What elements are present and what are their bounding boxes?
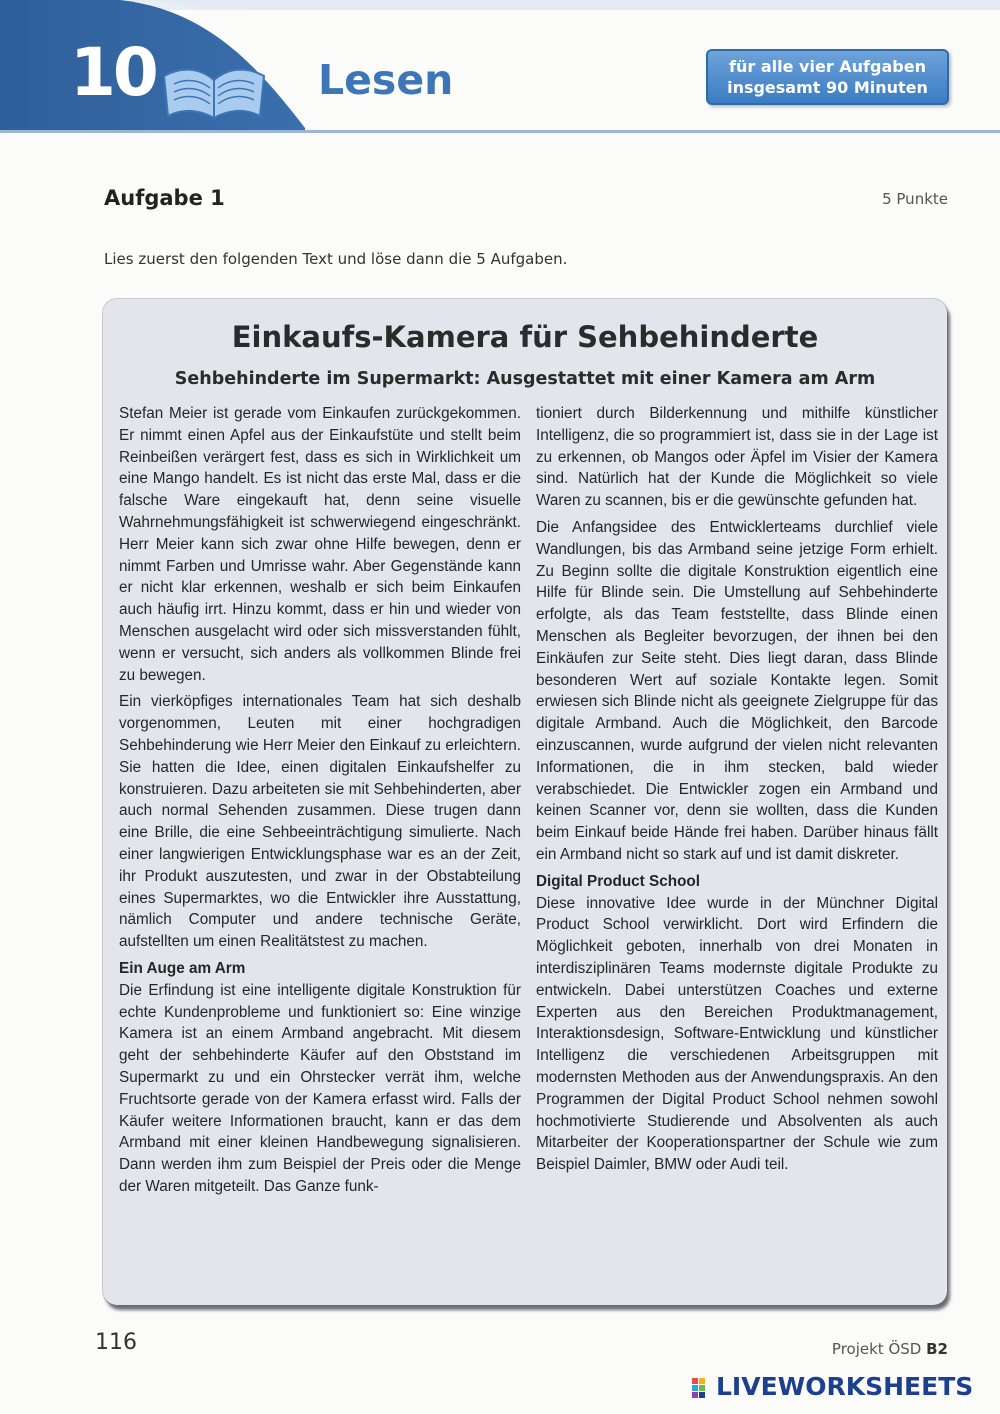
liveworksheets-watermark: LIVEWORKSHEETS bbox=[716, 1372, 974, 1401]
chapter-title: Lesen bbox=[318, 56, 454, 104]
article-paragraph: Ein vierköpfiges internationales Team hat sich deshalb vorgenommen, Leuten mit einer hochgradigen Sehbehinderung wie Herr Meier den Einkauf zu erleichtern. Sie hatten die Idee, einen digitalen Einkaufshelfer zu konstruieren. Dazu arbeiteten sie mit Sehbehinderten, aber auch normal Sehenden zusammen. Diese trugen dann eine Brille, die eine Sehbeeinträchtigung simulierte. Nach einer langwierigen Entwicklungsphase war es an der Zeit, ihr Produkt auszutesten, und zwar in der Obstabteilung eines Supermarktes, wo die Entwickler ihre Ausstattung, nämlich Computer und andere technische Geräte, aufstellten um einen Realitätstest zu machen. bbox=[119, 693, 521, 951]
book-title-text: Projekt ÖSD bbox=[831, 1340, 922, 1358]
article-right-column bbox=[536, 403, 938, 1181]
article-paragraph: Die Erfindung ist eine intelligente digitale Konstruktion für echte Kundenprobleme und funktioniert so: Eine winzige Kamera ist an einem Armband angebracht. Mit diesem geht der sehbehinderte Käufer auf den Obststand im Supermarkt zu und ein Ohrstecker verrät ihm, welche Fruchtsorte gerade von der Kamera erfasst wird. Falls der Käufer weitere Informationen braucht, kann er das dem Armband mit einer kleinen Handbewegung signalisieren. Dann werden ihm zum Beispiel der Preis oder die Menge der Waren mitgeteilt. Das Ganze funk- bbox=[119, 981, 521, 1195]
article-left-column bbox=[119, 403, 521, 1203]
article-paragraph: Stefan Meier ist gerade vom Einkaufen zurückgekommen. Er nimmt einen Apfel aus der Einkaufstüte und stellt beim Reinbeißen verärgert fest, dass es sich in Wirklichkeit um eine Mango handelt. Es ist nicht das erste Mal, dass er die falsche Ware eingekauft hat, denn seine visuelle Wahrnehmungsfähigkeit ist schwerwiegend eingeschränkt. Herr Meier kann sich zwar ohne Hilfe bewegen, denn er nimmt Farben und Umrisse wahr. Aber Gegenstände kann er nicht klar erkennen, weshalb er sich beim Einkaufen auch häufig irrt. Hinzu kommt, dass er hin und wieder von Menschen ausgelacht wird oder sich missverstanden fühlt, wenn er versucht, sich anders als vollkommen Blinde frei zu bewegen. bbox=[119, 405, 521, 684]
task-instruction: Lies zuerst den folgenden Text und löse dann die 5 Aufgaben. bbox=[104, 250, 568, 268]
article-paragraph: Diese innovative Idee wurde in der Münchner Digital Product School verwirklicht. Dort wird Erfindern die Möglichkeit geboten, innerhalb von drei Monaten in interdisziplinären Teams modernste digitale Produkte zu entwickeln. Dabei unterstützen Coaches und externe Experten aus den Bereichen Produktmanagement, Interaktionsdesign, Software-Entwicklung und künstlicher Intelligenz die verschiedenen Arbeitsgruppen mit modernsten Methoden aus der Anwendungspraxis. An den Programmen der Digital Product School nehmen sowohl hochmotivierte Studierende und Absolventen als auch Mitarbeiter der Kooperationspartner der Schule wie zum Beispiel Daimler, BMW oder Audi teil. bbox=[536, 894, 938, 1174]
book-title bbox=[832, 1340, 948, 1358]
time-badge-line-1: für alle vier Aufgaben bbox=[729, 57, 926, 76]
section-heading: Ein Auge am Arm bbox=[119, 959, 246, 977]
article-paragraph: tioniert durch Bilderkennung und mithilfe künstlicher Intelligenz, die so programmiert ist, dass sie in der Lage ist zu erkennen, ob Mangos oder Äpfel im Visier der Kamera sind. Natürlich hat der Kunde die Möglichkeit so viele Waren zu scannen, bis er die gewünschte gefunden hat. bbox=[536, 405, 938, 510]
task-points: 5 Punkte bbox=[882, 190, 948, 208]
article-title: Einkaufs-Kamera für Sehbehinderte bbox=[231, 320, 819, 354]
section-heading: Digital Product School bbox=[536, 872, 701, 890]
page-number: 116 bbox=[95, 1330, 137, 1355]
task-title: Aufgabe 1 bbox=[104, 186, 225, 210]
time-badge bbox=[706, 49, 949, 105]
article-subtitle: Sehbehinderte im Supermarkt: Ausgestattet mit einer Kamera am Arm bbox=[174, 369, 876, 389]
chapter-number: 10 bbox=[70, 34, 156, 111]
liveworksheets-logo-icon bbox=[692, 1372, 714, 1408]
open-book-icon bbox=[160, 58, 268, 124]
time-badge-line-2: insgesamt 90 Minuten bbox=[727, 78, 928, 97]
book-level: B2 bbox=[926, 1340, 948, 1358]
article-paragraph: Die Anfangsidee des Entwicklerteams durchlief viele Wandlungen, bis das Armband seine jetzige Form erhielt. Zu Beginn sollte die digitale Konstruktion eigentlich eine Hilfe für Blinde sein. Die Umstellung auf Sehbehinderte erfolgte, als das Team feststellte, dass Blinde einen Menschen als Begleiter bevorzugen, der ihnen bei den Einkäufen zur Seite steht. Dies liegt daran, dass Blinde besonderen Wert auf soziale Kontakte legen. Somit erwiesen sich Blinde nicht als geeignete Zielgruppe für das digitale Armband. Auch die Möglichkeit, den Barcode einzuscannen, wurde aufgrund der vielen nicht relevanten Informationen, die in ihm stecken, bald wieder verabschiedet. Die Entwickler zogen ein Armband und keinen Scanner vor, denn sie wollten, dass die Kunden beim Einkauf beide Hände frei haben. Darüber hinaus fällt ein Armband nicht so stark auf und ist damit diskreter. bbox=[536, 518, 938, 863]
